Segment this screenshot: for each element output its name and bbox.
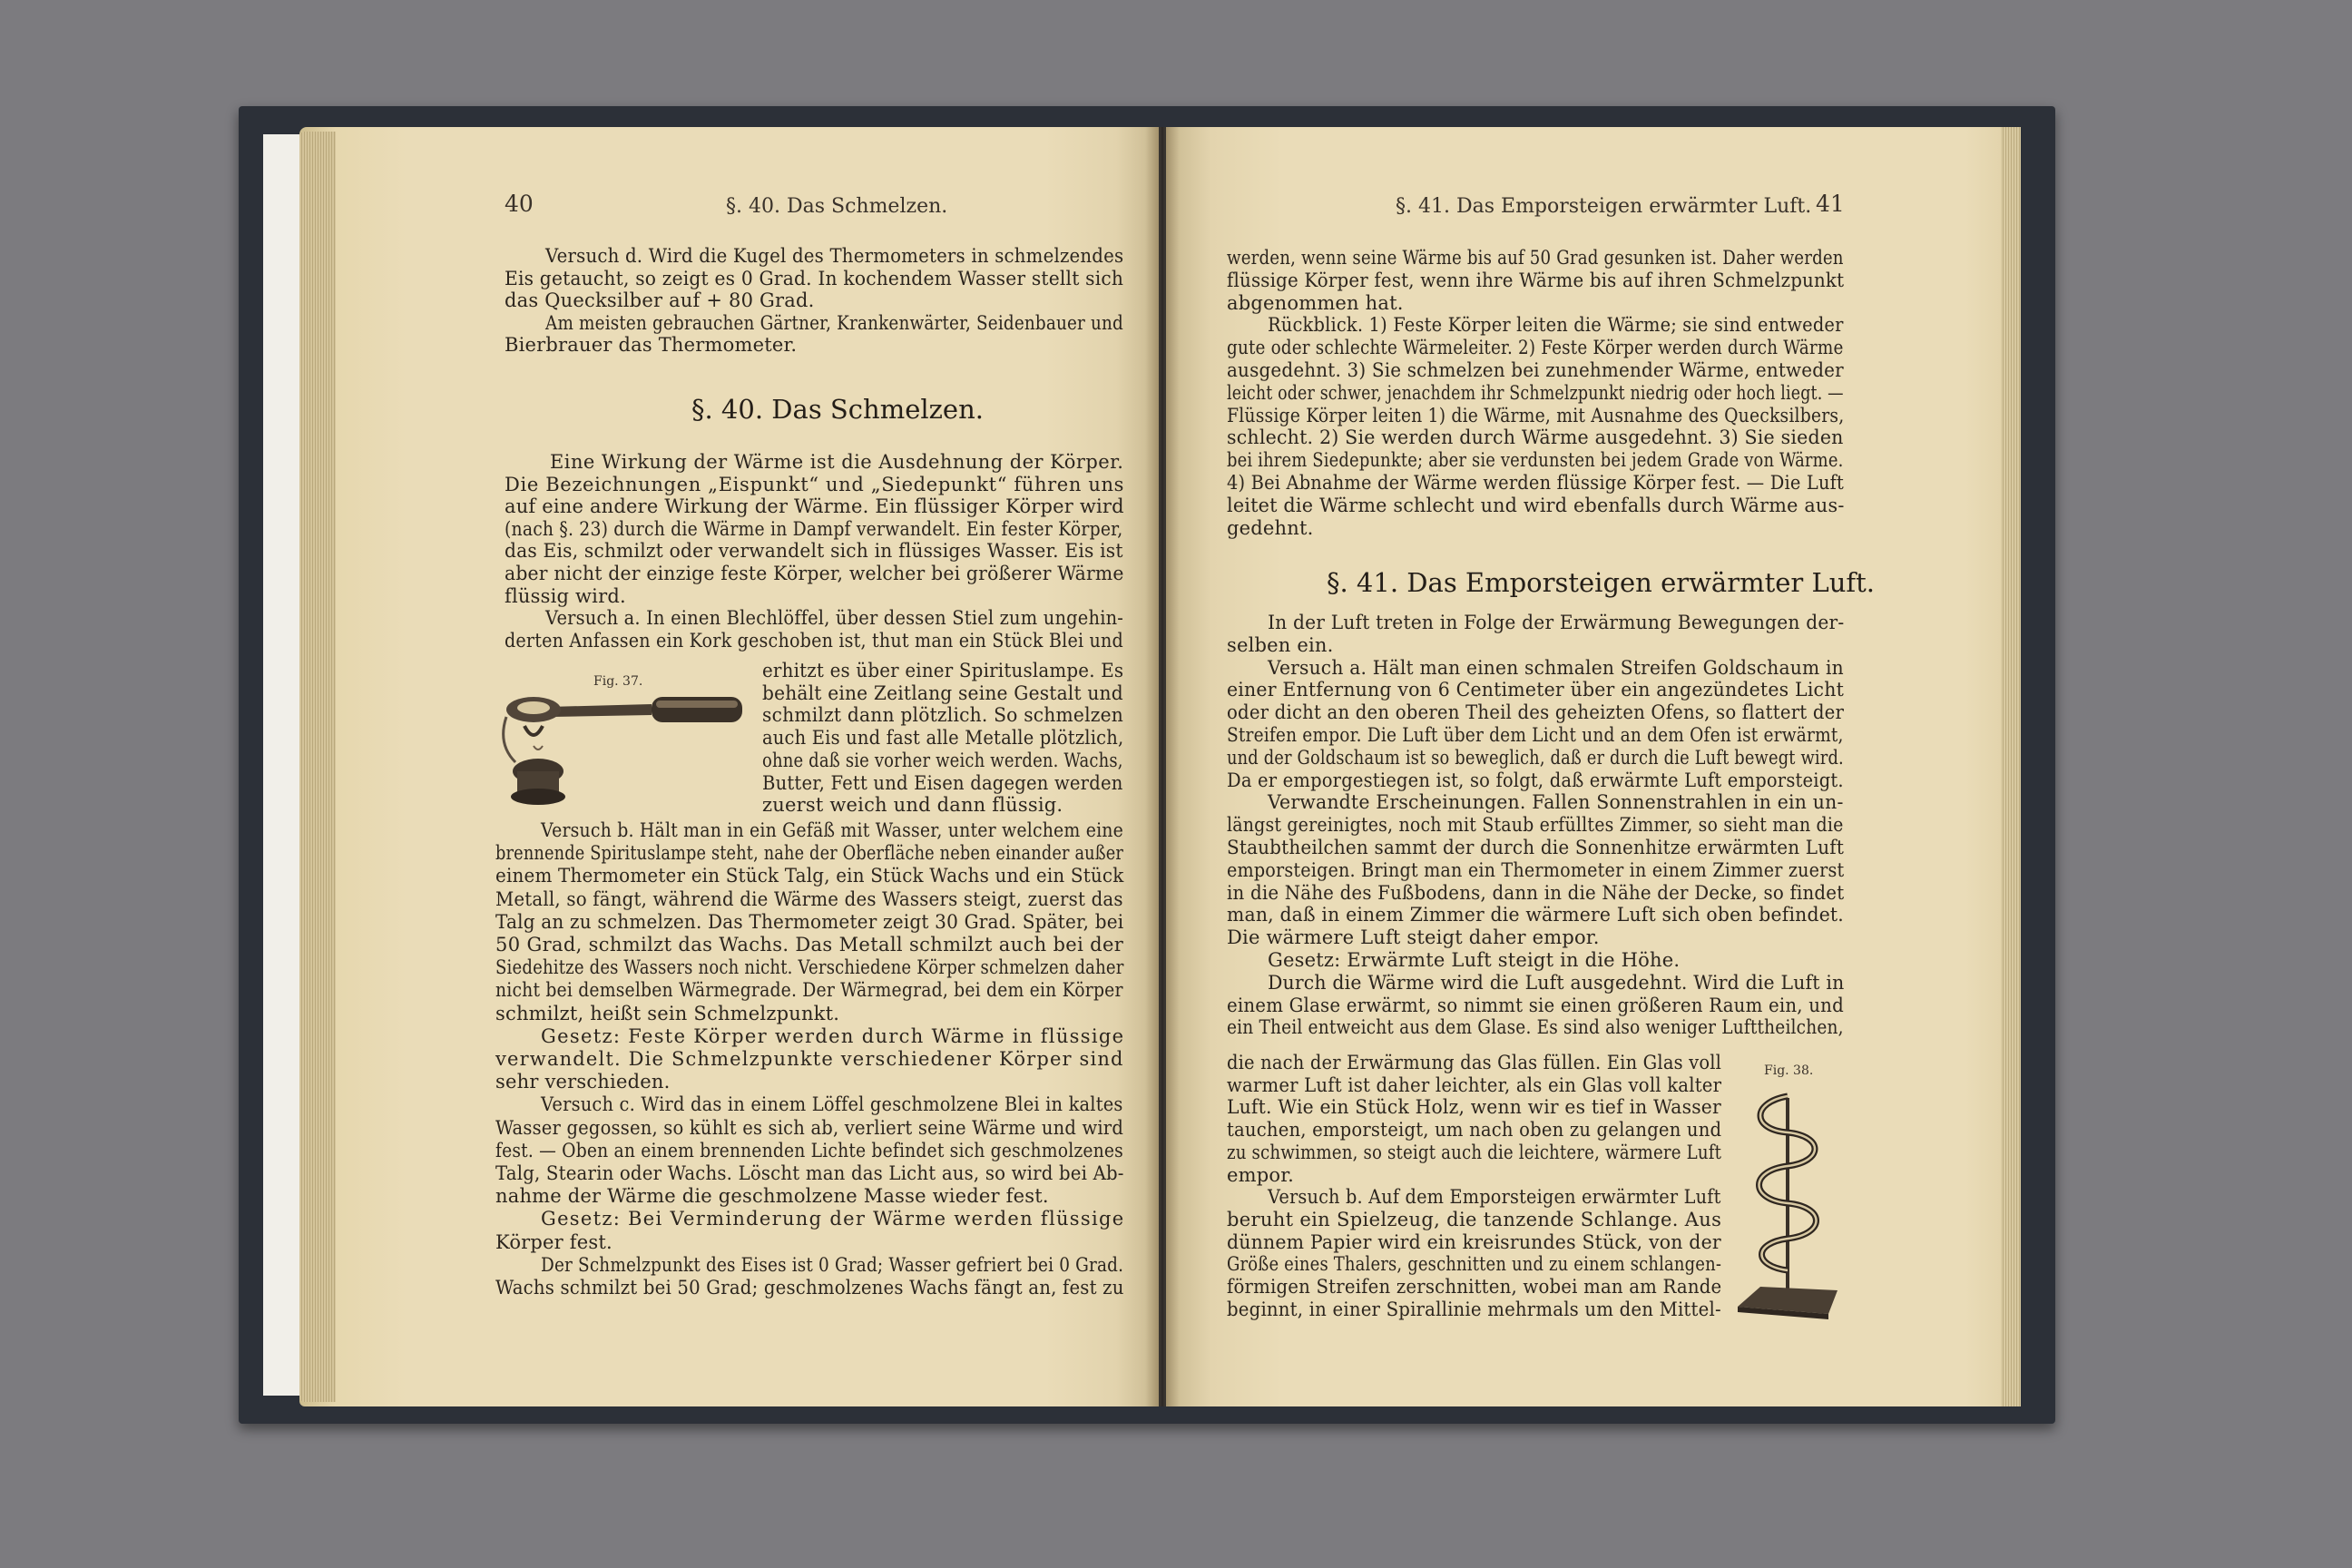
text-line: Eis getaucht, so zeigt es 0 Grad. In kochendem Wasser stellt sich (505, 267, 1124, 289)
text-line: Versuch a. In einen Blechlöffel, über dessen Stiel zum ungehin- (545, 607, 1124, 630)
right-page-number: 41 (1816, 191, 1845, 217)
text-line: Verwandte Erscheinungen. Fallen Sonnenstrahlen in ein un- (1268, 791, 1844, 814)
text-line: förmigen Streifen zerschnitten, wobei man am Rande (1227, 1276, 1722, 1298)
text-line: nahme der Wärme die geschmolzene Masse wieder fest. (495, 1185, 1049, 1208)
text-line: fest. — Oben an einem brennenden Lichte befindet sich geschmolzenes (495, 1139, 1123, 1161)
text-line: Gesetz: Erwärmte Luft steigt in die Höhe. (1268, 949, 1681, 971)
text-line: beruht ein Spielzeug, die tanzende Schlange. Aus (1227, 1208, 1722, 1230)
text-line: werden, wenn seine Wärme bis auf 50 Grad gesunken ist. Daher werden (1227, 247, 1844, 269)
text-line: Körper fest. (495, 1230, 612, 1253)
text-line: Da er emporgestiegen ist, so folgt, daß erwärmte Luft emporsteigt. (1227, 769, 1844, 791)
text-line: Gesetz: Bei Verminderung der Wärme werden flüssige (541, 1208, 1125, 1230)
left-page-number: 40 (505, 191, 534, 217)
text-line: brennende Spirituslampe steht, nahe der Oberfläche neben einander außer (495, 842, 1124, 865)
text-line: längst gereinigtes, noch mit Staub erfülltes Zimmer, so sieht man die (1227, 814, 1844, 837)
right-page-stack (2001, 127, 2021, 1406)
text-line: Metall, so fängt, während die Wärme des Wassers steigt, zuerst das (495, 887, 1123, 910)
text-line: schmilzt dann plötzlich. So schmelzen (762, 704, 1124, 727)
text-line: die nach der Erwärmung das Glas füllen. Ein Glas voll (1227, 1052, 1722, 1073)
text-line: einer Entfernung von 6 Centimeter über ein angezündetes Licht (1227, 679, 1844, 701)
text-line: aber nicht der einzige feste Körper, welcher bei größerer Wärme (505, 563, 1124, 584)
text-line: Versuch b. Hält man in ein Gefäß mit Wasser, unter welchem eine (541, 819, 1124, 841)
text-line: Versuch b. Auf dem Emporsteigen erwärmter Luft (1268, 1186, 1721, 1209)
text-line: Die Bezeichnungen „Eispunkt“ und „Siedepunkt“ führen uns (505, 473, 1125, 495)
text-line: Butter, Fett und Eisen dagegen werden (762, 771, 1123, 794)
text-line: verwandelt. Die Schmelzpunkte verschiedener Körper sind (495, 1048, 1124, 1070)
text-line: Flüssige Körper leiten 1) die Wärme, mit Ausnahme des Quecksilbers, (1227, 404, 1845, 426)
text-line: oder dicht an den oberen Theil des geheizten Ofens, so flattert der (1227, 701, 1845, 724)
text-line: leitet die Wärme schlecht und wird ebenfalls durch Wärme aus- (1227, 494, 1845, 516)
text-line: emporsteigen. Bringt man ein Thermometer in einem Zimmer zuerst (1227, 858, 1845, 881)
text-line: Eine Wirkung der Wärme ist die Ausdehnung der Körper. (550, 451, 1124, 473)
text-line: flüssige Körper fest, wenn ihre Wärme bis auf ihren Schmelzpunkt (1227, 269, 1845, 291)
fig38-dancing-snake-illustration (1733, 1080, 1842, 1325)
text-line: bei ihrem Siedepunkte; aber sie verdunsten bei jedem Grade von Wärme. (1227, 449, 1844, 472)
text-line: Streifen empor. Die Luft über dem Licht und an dem Ofen ist erwärmt, (1227, 724, 1844, 746)
text-line: einem Thermometer ein Stück Talg, ein Stück Wachs und ein Stück (495, 865, 1124, 887)
text-line: flüssig wird. (505, 584, 626, 607)
text-line: einem Glase erwärmt, so nimmt sie einen größeren Raum ein, und (1227, 994, 1844, 1016)
text-line: Talg, Stearin oder Wachs. Löscht man das Licht aus, so wird bei Ab- (495, 1162, 1124, 1184)
text-line: behält eine Zeitlang seine Gestalt und (762, 681, 1123, 704)
text-line: ein Theil entweicht aus dem Glase. Es sind also weniger Lufttheilchen, (1227, 1016, 1844, 1039)
text-line: Versuch d. Wird die Kugel des Thermometers in schmelzendes (545, 245, 1124, 267)
text-line: Wasser gegossen, so kühlt es sich ab, verliert seine Wärme und wird (495, 1116, 1124, 1139)
text-line: zuerst weich und dann flüssig. (762, 794, 1063, 817)
text-line: empor. (1227, 1163, 1295, 1186)
text-line: zu schwimmen, so steigt auch die leichtere, wärmere Luft (1227, 1141, 1722, 1163)
text-line: das Eis, schmilzt oder verwandelt sich in flüssiges Wasser. Eis ist (505, 540, 1123, 563)
text-line: Wachs schmilzt bei 50 Grad; geschmolzenes Wachs fängt an, fest zu (495, 1277, 1124, 1298)
text-line: gute oder schlechte Wärmeleiter. 2) Feste Körper werden durch Wärme (1227, 337, 1844, 359)
fig37-spoon-lamp-illustration (497, 681, 751, 808)
text-line: das Quecksilber auf + 80 Grad. (505, 289, 815, 311)
text-line: Am meisten gebrauchen Gärtner, Krankenwärter, Seidenbauer und (545, 311, 1123, 334)
text-line: 4) Bei Abnahme der Wärme werden flüssige Körper fest. — Die Luft (1227, 472, 1844, 494)
text-line: tauchen, emporsteigt, um nach oben zu gelangen und (1227, 1119, 1722, 1142)
text-line: ohne daß sie vorher weich werden. Wachs, (762, 749, 1123, 771)
text-line: Gesetz: Feste Körper werden durch Wärme in flüssige (541, 1024, 1125, 1047)
text-line: Durch die Wärme wird die Luft ausgedehnt. Wird die Luft in (1268, 971, 1845, 994)
left-page-stack (299, 132, 336, 1402)
text-line: schmilzt, heißt sein Schmelzpunkt. (495, 1002, 840, 1024)
text-line: schlecht. 2) Sie werden durch Wärme ausgedehnt. 3) Sie sieden (1227, 426, 1844, 449)
text-line: Der Schmelzpunkt des Eises ist 0 Grad; Wasser gefriert bei 0 Grad. (541, 1253, 1124, 1276)
text-line: Die wärmere Luft steigt daher empor. (1227, 926, 1600, 949)
text-line: abgenommen hat. (1227, 291, 1404, 314)
text-line: beginnt, in einer Spirallinie mehrmals um den Mittel- (1227, 1298, 1721, 1320)
fig38-label: Fig. 38. (1764, 1063, 1814, 1078)
text-line: nicht bei demselben Wärmegrade. Der Wärmegrad, bei dem ein Körper (495, 979, 1123, 1002)
text-line: Talg an zu schmelzen. Das Thermometer zeigt 30 Grad. Später, bei (495, 910, 1124, 933)
text-line: Versuch a. Hält man einen schmalen Streifen Goldschaum in (1268, 656, 1844, 679)
text-line: sehr verschieden. (495, 1071, 671, 1093)
left-running-head: §. 40. Das Schmelzen. (726, 195, 948, 218)
text-line: leicht oder schwer, jenachdem ihr Schmelzpunkt niedrig oder hoch liegt. — (1227, 381, 1844, 404)
text-line: auch Eis und fast alle Metalle plötzlich, (762, 727, 1124, 750)
text-line: gedehnt. (1227, 516, 1314, 539)
right-section-title: §. 41. Das Emporsteigen erwärmter Luft. (1327, 567, 1876, 598)
text-line: Rückblick. 1) Feste Körper leiten die Wärme; sie sind entweder (1268, 314, 1844, 337)
text-line: Versuch c. Wird das in einem Löffel geschmolzene Blei in kaltes (541, 1093, 1123, 1116)
left-section-title: §. 40. Das Schmelzen. (691, 394, 984, 425)
text-line: (nach §. 23) durch die Wärme in Dampf verwandelt. Ein fester Körper, (505, 517, 1123, 540)
book-gutter (1145, 127, 1180, 1406)
text-line: derten Anfassen ein Kork geschoben ist, thut man ein Stück Blei und (505, 629, 1123, 652)
text-line: 50 Grad, schmilzt das Wachs. Das Metall schmilzt auch bei der (495, 934, 1124, 956)
text-line: Bierbrauer das Thermometer. (505, 334, 798, 356)
text-line: ausgedehnt. 3) Sie schmelzen bei zunehmender Wärme, entweder (1227, 359, 1844, 381)
text-line: Siedehitze des Wassers noch nicht. Verschiedene Körper schmelzen daher (495, 956, 1124, 979)
text-line: in die Nähe des Fußbodens, dann in die Nähe der Decke, so findet (1227, 881, 1845, 904)
text-line: Luft. Wie ein Stück Holz, wenn wir es tief in Wasser (1227, 1096, 1721, 1119)
text-line: Größe eines Thalers, geschnitten und zu einem schlangen- (1227, 1253, 1722, 1276)
text-line: und der Goldschaum ist so beweglich, daß er durch die Luft bewegt wird. (1227, 746, 1844, 769)
text-line: warmer Luft ist daher leichter, als ein Glas voll kalter (1227, 1073, 1722, 1096)
text-line: Staubtheilchen sammt der durch die Sonnenhitze erwärmten Luft (1227, 837, 1845, 858)
text-line: man, daß in einem Zimmer die wärmere Luft sich oben befindet. (1227, 904, 1844, 926)
text-line: auf eine andere Wirkung der Wärme. Ein flüssiger Körper wird (505, 495, 1124, 518)
text-line: dünnem Papier wird ein kreisrundes Stück, von der (1227, 1230, 1721, 1253)
fig37-label: Fig. 37. (593, 674, 643, 689)
right-running-head: §. 41. Das Emporsteigen erwärmter Luft. (1396, 195, 1812, 218)
text-line: In der Luft treten in Folge der Erwärmung Bewegungen der- (1268, 612, 1845, 633)
text-line: selben ein. (1227, 633, 1334, 656)
text-line: erhitzt es über einer Spirituslampe. Es (762, 660, 1124, 681)
